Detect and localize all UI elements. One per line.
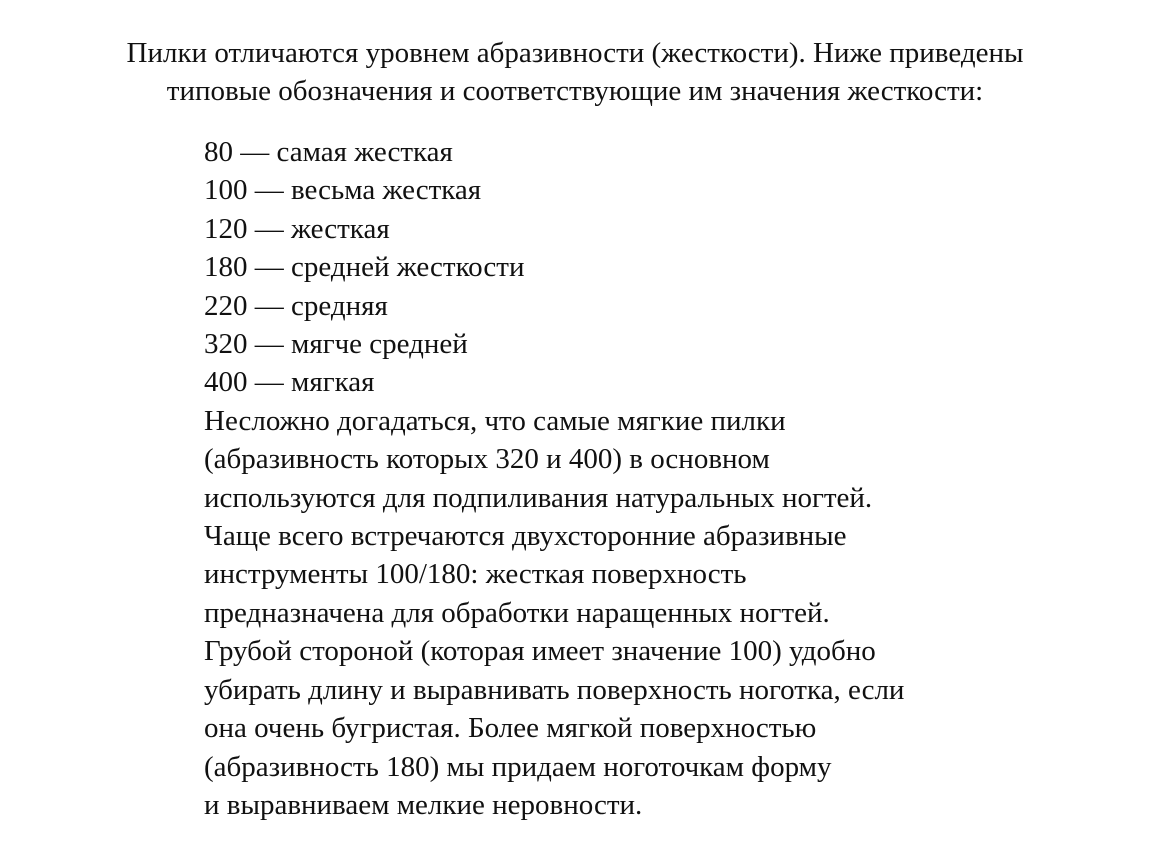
paragraph-line: используются для подпиливания натуральных ногтей. bbox=[204, 481, 873, 514]
paragraph-line: предназначена для обработки наращенных ногтей. bbox=[204, 596, 830, 629]
paragraph-line: она очень бугристая. Более мягкой поверхностью bbox=[204, 712, 817, 745]
paragraph-line: Чаще всего встречаются двухсторонние абразивные bbox=[204, 520, 847, 553]
intro-heading bbox=[0, 34, 1150, 110]
paragraph-line: (абразивность 180) мы придаем ноготочкам форму bbox=[204, 750, 832, 783]
grade-item: 120 — жесткая bbox=[204, 212, 390, 245]
grade-item: 100 — весьма жесткая bbox=[204, 174, 482, 207]
paragraph-line: Грубой стороной (которая имеет значение 100) удобно bbox=[204, 635, 876, 668]
explanation-paragraph bbox=[204, 402, 1104, 824]
paragraph-line: и выравниваем мелкие неровности. bbox=[204, 788, 643, 821]
grade-item: 80 — самая жесткая bbox=[204, 136, 453, 168]
document-body bbox=[204, 133, 1104, 824]
grade-item: 400 — мягкая bbox=[204, 366, 375, 399]
paragraph-line: Несложно догадаться, что самые мягкие пилки bbox=[204, 404, 786, 437]
paragraph-line: инструменты 100/180: жесткая поверхность bbox=[204, 558, 747, 591]
grade-item: 180 — средней жесткости bbox=[204, 251, 525, 284]
intro-line: Пилки отличаются уровнем абразивности (жесткости). Ниже приведены bbox=[126, 37, 1024, 69]
grade-item: 320 — мягче средней bbox=[204, 328, 468, 361]
intro-line: типовые обозначения и соответствующие им значения жесткости: bbox=[166, 75, 984, 107]
paragraph-line: убирать длину и выравнивать поверхность ноготка, если bbox=[204, 673, 905, 706]
paragraph-line: (абразивность которых 320 и 400) в основном bbox=[204, 443, 770, 476]
grade-list bbox=[204, 133, 1104, 402]
grade-item: 220 — средняя bbox=[204, 289, 388, 322]
